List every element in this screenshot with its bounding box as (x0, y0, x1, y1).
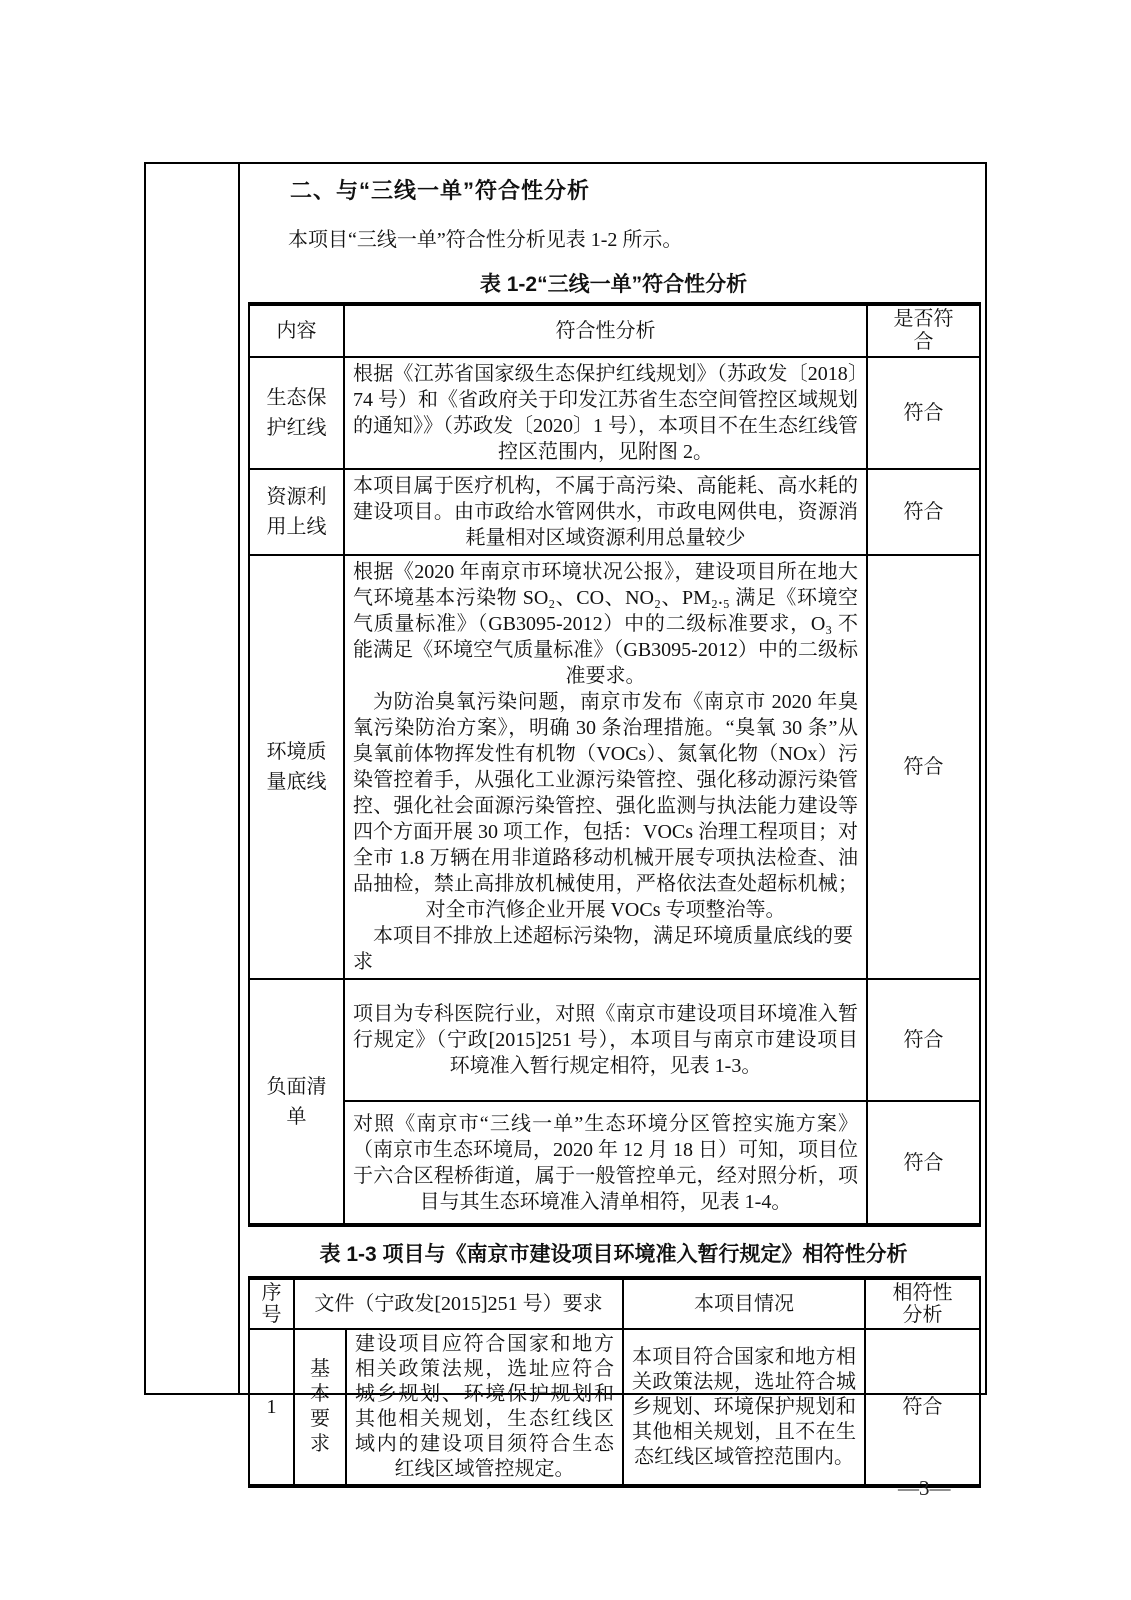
header-requirement: 文件（宁政发[2015]251 号）要求 (294, 1278, 623, 1329)
table-1-2 (248, 302, 981, 1227)
header-no: 序号 (249, 1278, 294, 1329)
table-1-3 (248, 1276, 981, 1488)
table-row-resource-ceiling (249, 469, 980, 555)
table-1-2-title: 表 1-2“三线一单”符合性分析 (479, 273, 748, 296)
left-margin-column (146, 164, 240, 1393)
compliance-resource-ceiling: 符合 (867, 469, 980, 555)
analysis-negative-list-b (344, 1101, 867, 1225)
table-1-3-title: 表 1-3 项目与《南京市建设项目环境准入暂行规定》相符性分析 (319, 1243, 908, 1266)
page-frame (144, 162, 987, 1480)
category-environment-quality: 环境质量底线 (249, 555, 344, 979)
project-situation-text: 本项目符合国家和地方相关政策法规，选址符合城乡规划、环境保护规划和其他相关规划，且不在生态红线区域管控范围内。 (623, 1329, 865, 1486)
compliance-negative-list-a: 符合 (867, 979, 980, 1101)
compliance-row-1: 符合 (865, 1329, 980, 1486)
compliance-environment-quality: 符合 (867, 555, 980, 979)
category-resource-ceiling: 资源利用上线 (249, 469, 344, 555)
analysis-environment-quality (344, 555, 867, 979)
row-number: 1 (249, 1329, 294, 1486)
analysis-text: 根据《江苏省国家级生态保护红线规划》（苏政发〔2018〕74 号）和《省政府关于印发江苏省生态空间管控区域规划的通知》》（苏政发〔2020〕1 号），本项目不在生态红线管控区范围内，见附图 2。 (353, 363, 858, 463)
analysis-negative-list-a (344, 979, 867, 1101)
header-analysis: 符合性分析 (344, 304, 867, 357)
requirement-text: 建设项目应符合国家和地方相关政策法规，选址应符合城乡规划、环境保护规划和其他相关规划，生态红线区域内的建设项目须符合生态红线区域管控规定。 (346, 1329, 623, 1486)
compliance-ecological-redline: 符合 (867, 357, 980, 469)
header-project-situation: 本项目情况 (623, 1278, 865, 1329)
header-content: 内容 (249, 304, 344, 357)
analysis-text: 本项目属于医疗机构，不属于高污染、高能耗、高水耗的建设项目。由市政给水管网供水，市政电网供电，资源消耗量相对区域资源利用总量较少 (353, 475, 858, 549)
page-number: —3— (898, 1476, 951, 1500)
analysis-paragraph-1: 根据《2020 年南京市环境状况公报》，建设项目所在地大气环境基本污染物 SO₂、CO、NO₂、PM₂.₅ 满足《环境空气质量标准》（GB3095-2012）中的二级标准要求，O₃ 不能满足《环境空气质量标准》（GB3095-2012）中的二级标准要求。 (353, 561, 858, 687)
compliance-negative-list-b: 符合 (867, 1101, 980, 1225)
header-compliance-analysis: 相符性分析 (865, 1278, 980, 1329)
category-basic-requirements: 基本要求 (294, 1329, 346, 1486)
analysis-text: 对照《南京市“三线一单”生态环境分区管控实施方案》（南京市生态环境局，2020 年 12 月 18 日）可知，项目位于六合区程桥街道，属于一般管控单元，经对照分析，项目与其生态环境准入清单相符，见表 1-4。 (353, 1112, 858, 1213)
table-row-environment-quality (249, 555, 980, 979)
content-area (242, 164, 985, 1480)
category-ecological-redline: 生态保护红线 (249, 357, 344, 469)
table-row-ecological-redline (249, 357, 980, 469)
analysis-paragraph-2: 为防治臭氧污染问题，南京市发布《南京市 2020 年臭氧污染防治方案》，明确 30 条治理措施。“臭氧 30 条”从臭氧前体物挥发性有机物（VOCs）、氮氧化物（NOx）污染管控着手，从强化工业源污染管控、强化移动源污染管控、强化社会面源污染管控、强化监测与执法能力建设等四个方面开展 30 项工作，包括：VOCs 治理工程项目；对全市 1.8 万辆在用非道路移动机械开展专项执法检查、油品抽检，禁止高排放机械使用，严格依法查处超标机械；对全市汽修企业开展 VOCs 专项整治等。 (353, 691, 859, 921)
analysis-ecological-redline (344, 357, 867, 469)
analysis-paragraph-3: 本项目不排放上述超标污染物，满足环境质量底线的要求 (353, 925, 853, 973)
intro-paragraph: 本项目“三线一单”符合性分析见表 1-2 所示。 (288, 229, 683, 251)
table-row-negative-list-b (249, 1101, 980, 1225)
table-1-3-row-1 (249, 1329, 980, 1486)
category-negative-list: 负面清单 (249, 979, 344, 1225)
table-1-3-header-row (249, 1278, 980, 1329)
analysis-resource-ceiling (344, 469, 867, 555)
header-compliance: 是否符合 (867, 304, 980, 357)
section-heading: 二、与“三线一单”符合性分析 (290, 178, 591, 203)
analysis-text: 项目为专科医院行业，对照《南京市建设项目环境准入暂行规定》（宁政[2015]251 号），本项目与南京市建设项目环境准入暂行规定相符，见表 1-3。 (353, 1003, 858, 1077)
table-row-negative-list-a (249, 979, 980, 1101)
table-1-2-header-row (249, 304, 980, 357)
